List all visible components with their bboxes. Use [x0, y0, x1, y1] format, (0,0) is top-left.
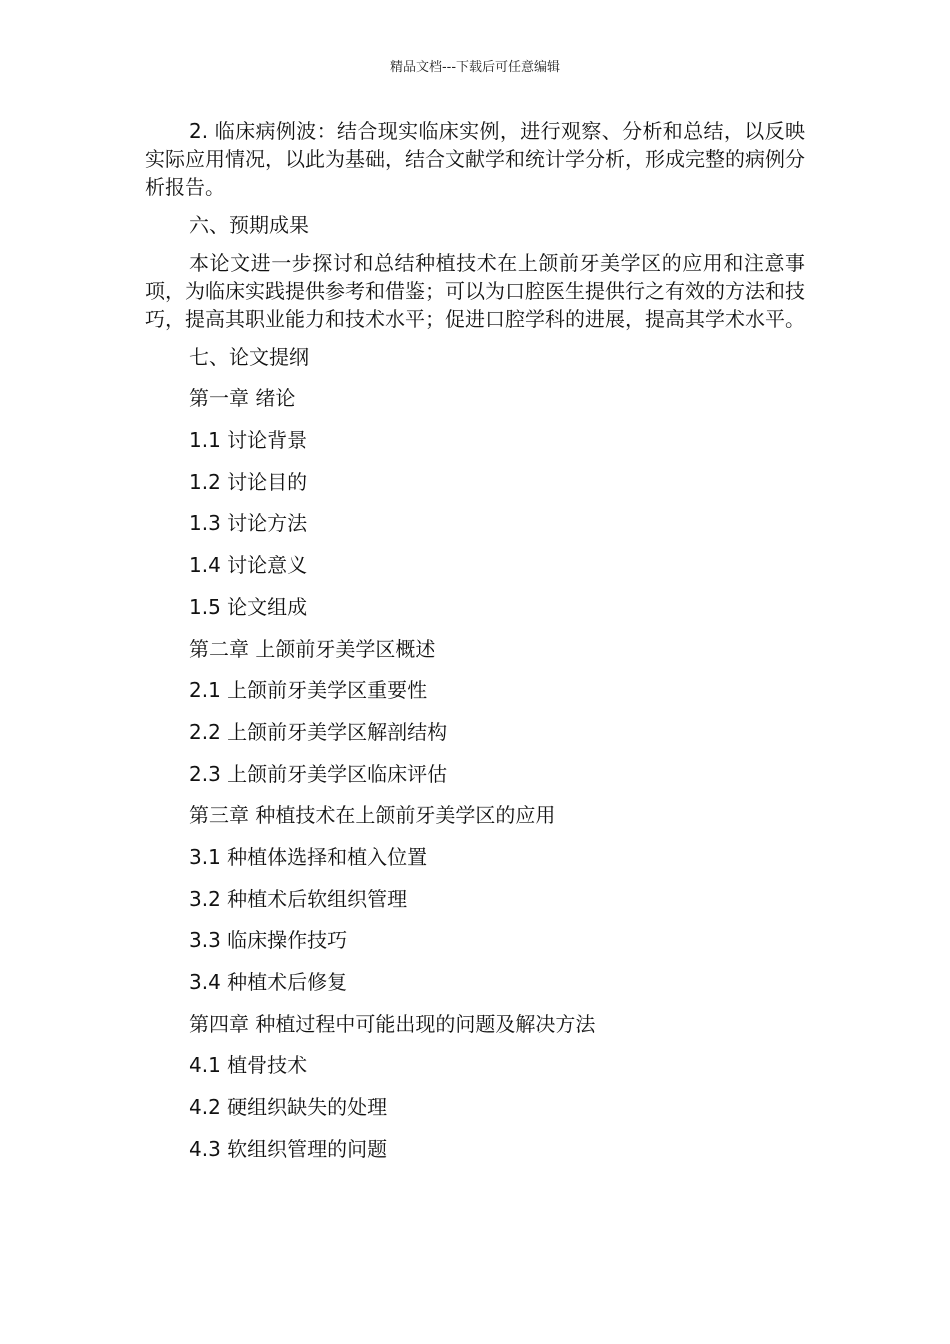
outline-item: 第一章 绪论	[189, 386, 296, 411]
outline-item: 第四章 种植过程中可能出现的问题及解决方法	[189, 1011, 596, 1036]
outline-item: 2.1 上颌前牙美学区重要性	[189, 678, 428, 703]
paragraph-case-analysis: 2. 临床病例波：结合现实临床实例，进行观察、分析和总结，以反映实际应用情况，以此为基础，结合文献学和统计学分析，形成完整的病例分析报告。	[145, 119, 805, 199]
outline-item: 1.1 讨论背景	[189, 428, 308, 453]
outline-item: 2.2 上颌前牙美学区解剖结构	[189, 719, 448, 744]
outline-item: 第二章 上颌前牙美学区概述	[189, 636, 436, 661]
outline-item: 4.1 植骨技术	[189, 1053, 308, 1078]
outline-item: 1.5 论文组成	[189, 594, 308, 619]
outline-item: 3.4 种植术后修复	[189, 970, 348, 994]
paragraph-expected-results: 本论文进一步探讨和总结种植技术在上颌前牙美学区的应用和注意事项，为临床实践提供参考和借鉴；可以为口腔医生提供行之有效的方法和技巧，提高其职业能力和技术水平；促进口腔学科的进展，提高其学术水平。	[145, 250, 805, 331]
outline-item: 3.3 临床操作技巧	[189, 928, 348, 953]
outline-item: 2.3 上颌前牙美学区临床评估	[189, 761, 448, 786]
section-heading-expected-results: 六、预期成果	[189, 213, 309, 237]
outline-item: 1.2 讨论目的	[189, 469, 308, 494]
section-heading-outline: 七、论文提纲	[189, 344, 309, 369]
outline-item: 3.2 种植术后软组织管理	[189, 886, 408, 911]
outline-item: 3.1 种植体选择和植入位置	[189, 844, 428, 869]
outline-item: 4.3 软组织管理的问题	[189, 1136, 388, 1161]
outline-item: 1.4 讨论意义	[189, 553, 308, 578]
document-body	[145, 117, 805, 1176]
page-header: 精品文档---下载后可任意编辑	[389, 60, 561, 75]
outline-item: 第三章 种植技术在上颌前牙美学区的应用	[189, 803, 556, 828]
outline-item: 4.2 硬组织缺失的处理	[189, 1095, 388, 1120]
outline-item: 1.3 讨论方法	[189, 511, 308, 536]
